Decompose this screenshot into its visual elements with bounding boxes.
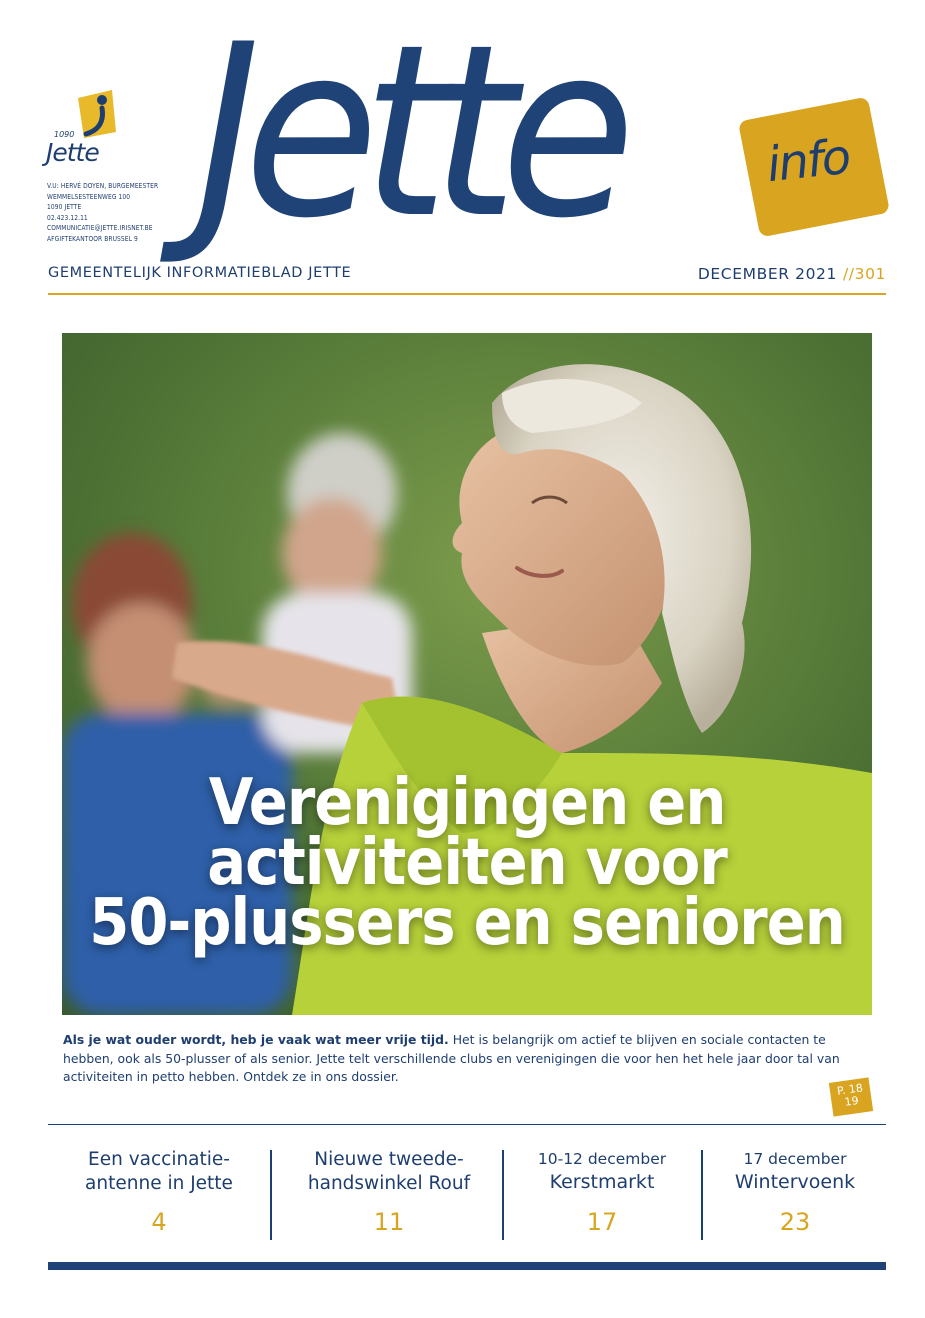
page-reference-line: P. 18	[836, 1081, 864, 1098]
teaser-christmas-market[interactable]	[504, 1148, 700, 1240]
jette-logo	[46, 86, 122, 172]
teaser-title-line: Een vaccinatie-	[88, 1149, 230, 1170]
teaser-row	[48, 1148, 886, 1240]
teaser-vaccination[interactable]	[48, 1148, 270, 1240]
headline-line: 50-plussers en senioren	[89, 886, 845, 960]
teaser-page-number: 11	[373, 1208, 405, 1236]
teaser-date: 17 december	[743, 1150, 847, 1168]
info-badge-label: info	[764, 128, 852, 194]
teaser-title: Wintervoenk	[734, 1171, 856, 1193]
issue-date: DECEMBER 2021	[697, 265, 837, 283]
colophon-line: 1090 JETTE	[47, 203, 82, 212]
headline-line: activiteiten voor	[207, 826, 727, 900]
teaser-divider	[502, 1150, 504, 1240]
teaser-title: Kerstmarkt	[549, 1171, 655, 1193]
masthead-strap	[48, 265, 886, 295]
colophon-line: AFGIFTEKANTOOR BRUSSEL 9	[47, 234, 138, 243]
logo-name: Jette	[46, 138, 99, 167]
teaser-title-line: antenne in Jette	[85, 1173, 233, 1194]
publication-subtitle: GEMEENTELIJK INFORMATIEBLAD JETTE	[48, 265, 352, 281]
logo-postcode: 1090	[54, 130, 75, 139]
colophon-line: COMMUNICATIE@JETTE.IRISNET.BE	[47, 224, 153, 233]
teaser-page-number: 4	[151, 1208, 167, 1236]
teaser-second-hand-shop[interactable]	[276, 1148, 502, 1240]
teaser-title-line: handswinkel Rouf	[307, 1173, 471, 1194]
colophon-line: 02.423.12.11	[47, 213, 88, 222]
magazine-wordmark: Jette	[196, 0, 619, 271]
section-divider	[48, 1124, 886, 1125]
teaser-page-number: 17	[586, 1208, 618, 1236]
footer-bar	[48, 1262, 886, 1270]
page-reference-tag	[829, 1077, 873, 1116]
cover-photo	[62, 333, 872, 1015]
intro-body: Het is belangrijk om actief te blijven en sociale contacten te hebben, ook als 50-plusser of als senior. Jette telt verschillende clubs en verenigingen die voor hen het hele jaar door tal van activiteiten in petto hebben. Ontdek ze in ons dossier.	[63, 1032, 840, 1084]
intro-lead: Als je wat ouder wordt, heb je vaak wat meer vrije tijd.	[63, 1032, 449, 1047]
teaser-divider	[270, 1150, 272, 1240]
teaser-title	[276, 1148, 502, 1196]
teaser-date: 10-12 december	[537, 1150, 667, 1168]
issue-number: //301	[842, 265, 886, 283]
teaser-wintervoenk[interactable]	[704, 1148, 886, 1240]
teaser-divider	[701, 1150, 703, 1240]
cover-headline	[62, 766, 872, 960]
jette-logo-mark-icon	[72, 88, 120, 144]
issue-info	[698, 265, 886, 283]
colophon-line: V.U: HERVÉ DOYEN, BURGEMEESTER	[47, 182, 159, 190]
intro-paragraph	[63, 1031, 863, 1087]
colophon	[47, 181, 207, 245]
teaser-title-line: Nieuwe tweede-	[314, 1149, 464, 1170]
teaser-page-number: 23	[779, 1208, 811, 1236]
teaser-title	[48, 1148, 270, 1196]
colophon-line: WEMMELSESTEENWEG 100	[47, 192, 131, 201]
page-reference-line: 19	[843, 1094, 860, 1109]
headline-line: Verenigingen en	[208, 766, 726, 840]
